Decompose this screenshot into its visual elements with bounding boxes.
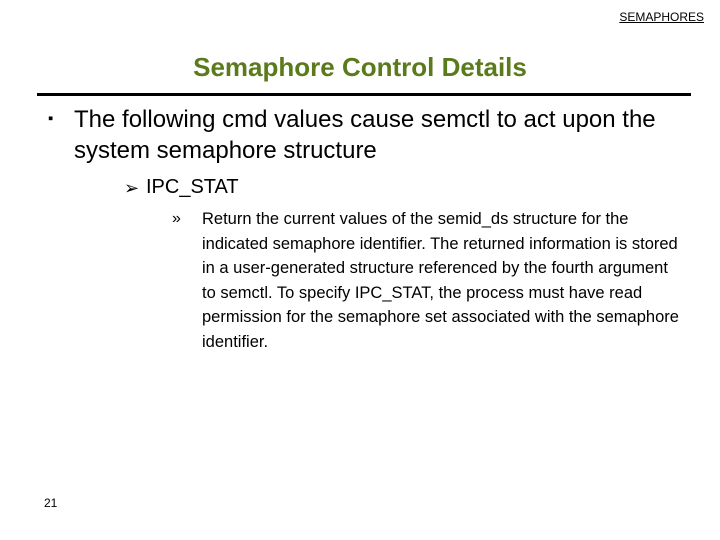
square-bullet-icon: ▪ [48,110,54,127]
arrow-bullet-icon: ➢ [124,178,140,198]
bullet-level-3-text: Return the current values of the semid_ds structure for the indicated semaphore identifier. The returned information is stored in a user-generated structure referenced by the fourth argument to semctl. To specify IPC_STAT, the process must have read permission for the semaphore set associated with the semaphore identifier. [202,210,679,351]
bullet-level-2 [124,174,644,200]
title-divider [37,93,691,96]
bullet-level-1 [48,104,668,166]
chevron-bullet-icon: » [172,210,181,227]
bullet-level-1-text: The following cmd values cause semctl to act upon the system semaphore structure [74,106,656,164]
slide-title: Semaphore Control Details [193,52,527,82]
page-number: 21 [44,496,58,510]
section-header-label: SEMAPHORES [619,10,704,24]
bullet-level-3 [172,207,682,354]
bullet-level-2-text: IPC_STAT [146,176,239,198]
